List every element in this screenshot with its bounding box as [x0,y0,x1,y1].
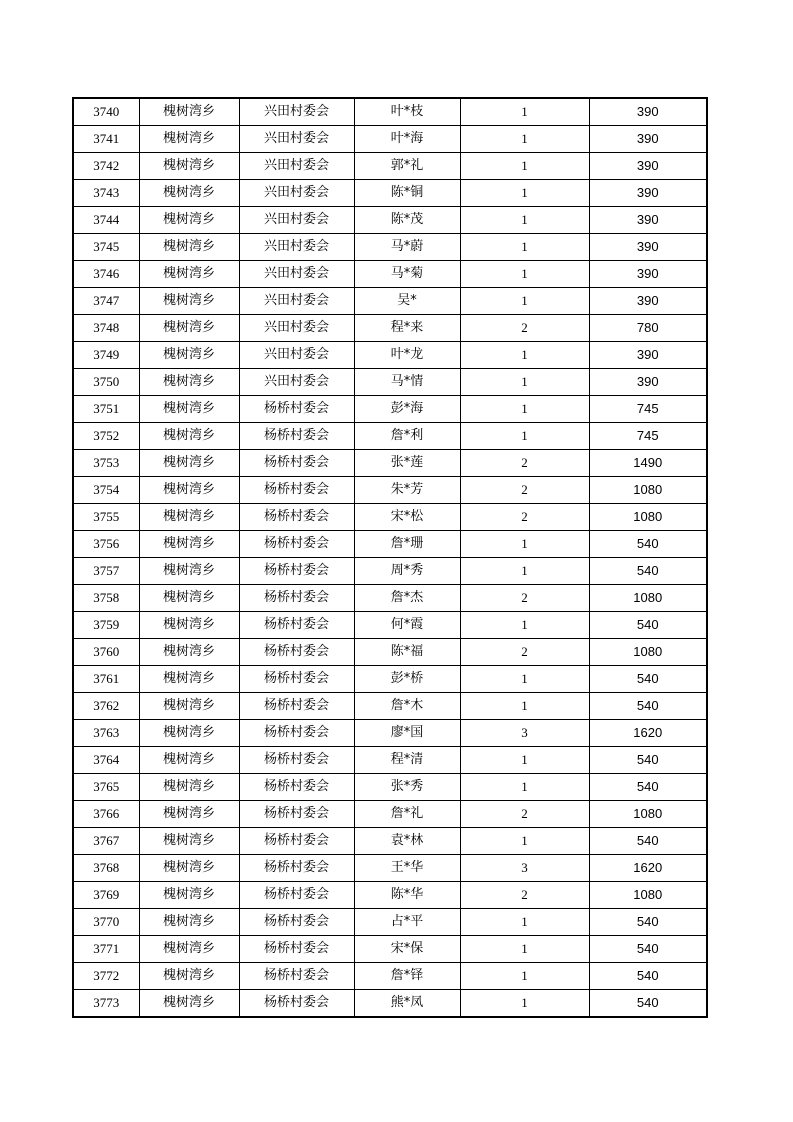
household-count-cell: 3 [460,855,589,882]
amount-cell: 1080 [589,585,707,612]
table-row [73,909,707,936]
household-count-cell: 1 [460,396,589,423]
township-cell: 槐树湾乡 [139,882,239,909]
amount-cell: 390 [589,180,707,207]
table-row [73,990,707,1018]
row-number-cell: 3755 [73,504,139,531]
amount-cell: 745 [589,396,707,423]
village-cell: 杨桥村委会 [239,531,354,558]
household-count-cell: 3 [460,720,589,747]
household-count-cell: 1 [460,369,589,396]
person-name-cell: 马*蔚 [354,234,460,261]
person-name-cell: 陈*福 [354,639,460,666]
row-number-cell: 3773 [73,990,139,1018]
person-name-cell: 程*清 [354,747,460,774]
township-cell: 槐树湾乡 [139,531,239,558]
village-cell: 杨桥村委会 [239,963,354,990]
village-cell: 杨桥村委会 [239,747,354,774]
row-number-cell: 3749 [73,342,139,369]
table-row [73,207,707,234]
person-name-cell: 张*莲 [354,450,460,477]
township-cell: 槐树湾乡 [139,315,239,342]
person-name-cell: 叶*海 [354,126,460,153]
table-row [73,558,707,585]
row-number-cell: 3745 [73,234,139,261]
village-cell: 兴田村委会 [239,98,354,126]
row-number-cell: 3744 [73,207,139,234]
beneficiary-table [72,97,708,1018]
village-cell: 兴田村委会 [239,369,354,396]
amount-cell: 540 [589,612,707,639]
person-name-cell: 陈*铜 [354,180,460,207]
person-name-cell: 廖*国 [354,720,460,747]
township-cell: 槐树湾乡 [139,261,239,288]
amount-cell: 1080 [589,639,707,666]
table-row [73,585,707,612]
village-cell: 兴田村委会 [239,288,354,315]
village-cell: 兴田村委会 [239,261,354,288]
amount-cell: 540 [589,666,707,693]
amount-cell: 1080 [589,882,707,909]
township-cell: 槐树湾乡 [139,693,239,720]
row-number-cell: 3768 [73,855,139,882]
township-cell: 槐树湾乡 [139,450,239,477]
household-count-cell: 1 [460,261,589,288]
amount-cell: 390 [589,288,707,315]
person-name-cell: 彭*海 [354,396,460,423]
person-name-cell: 詹*珊 [354,531,460,558]
village-cell: 兴田村委会 [239,207,354,234]
village-cell: 兴田村委会 [239,342,354,369]
household-count-cell: 2 [460,504,589,531]
village-cell: 杨桥村委会 [239,774,354,801]
row-number-cell: 3750 [73,369,139,396]
village-cell: 杨桥村委会 [239,477,354,504]
table-row [73,396,707,423]
person-name-cell: 詹*礼 [354,801,460,828]
table-row [73,98,707,126]
household-count-cell: 1 [460,693,589,720]
household-count-cell: 1 [460,558,589,585]
household-count-cell: 2 [460,585,589,612]
township-cell: 槐树湾乡 [139,558,239,585]
household-count-cell: 1 [460,963,589,990]
person-name-cell: 何*霞 [354,612,460,639]
township-cell: 槐树湾乡 [139,720,239,747]
row-number-cell: 3758 [73,585,139,612]
row-number-cell: 3740 [73,98,139,126]
village-cell: 杨桥村委会 [239,450,354,477]
village-cell: 杨桥村委会 [239,882,354,909]
person-name-cell: 熊*凤 [354,990,460,1018]
township-cell: 槐树湾乡 [139,477,239,504]
township-cell: 槐树湾乡 [139,612,239,639]
village-cell: 杨桥村委会 [239,612,354,639]
township-cell: 槐树湾乡 [139,585,239,612]
table-row [73,180,707,207]
table-row [73,855,707,882]
village-cell: 杨桥村委会 [239,909,354,936]
amount-cell: 390 [589,207,707,234]
person-name-cell: 张*秀 [354,774,460,801]
household-count-cell: 2 [460,450,589,477]
village-cell: 杨桥村委会 [239,585,354,612]
row-number-cell: 3772 [73,963,139,990]
household-count-cell: 2 [460,315,589,342]
household-count-cell: 1 [460,531,589,558]
person-name-cell: 宋*保 [354,936,460,963]
township-cell: 槐树湾乡 [139,801,239,828]
amount-cell: 1620 [589,720,707,747]
table-row [73,882,707,909]
amount-cell: 390 [589,126,707,153]
row-number-cell: 3757 [73,558,139,585]
row-number-cell: 3754 [73,477,139,504]
amount-cell: 540 [589,531,707,558]
amount-cell: 540 [589,963,707,990]
person-name-cell: 占*平 [354,909,460,936]
row-number-cell: 3760 [73,639,139,666]
village-cell: 杨桥村委会 [239,828,354,855]
amount-cell: 390 [589,261,707,288]
table-row [73,234,707,261]
amount-cell: 1080 [589,801,707,828]
household-count-cell: 2 [460,477,589,504]
person-name-cell: 袁*林 [354,828,460,855]
amount-cell: 1620 [589,855,707,882]
row-number-cell: 3748 [73,315,139,342]
village-cell: 杨桥村委会 [239,504,354,531]
person-name-cell: 马*菊 [354,261,460,288]
household-count-cell: 1 [460,342,589,369]
row-number-cell: 3770 [73,909,139,936]
amount-cell: 390 [589,153,707,180]
table-row [73,315,707,342]
amount-cell: 390 [589,98,707,126]
household-count-cell: 1 [460,909,589,936]
person-name-cell: 詹*木 [354,693,460,720]
township-cell: 槐树湾乡 [139,423,239,450]
person-name-cell: 马*情 [354,369,460,396]
table-row [73,639,707,666]
village-cell: 兴田村委会 [239,180,354,207]
table-row [73,720,707,747]
township-cell: 槐树湾乡 [139,504,239,531]
township-cell: 槐树湾乡 [139,369,239,396]
amount-cell: 540 [589,747,707,774]
table-row [73,423,707,450]
township-cell: 槐树湾乡 [139,855,239,882]
amount-cell: 390 [589,234,707,261]
table-row [73,666,707,693]
amount-cell: 780 [589,315,707,342]
township-cell: 槐树湾乡 [139,747,239,774]
table-row [73,963,707,990]
household-count-cell: 1 [460,126,589,153]
table-body [73,98,707,1017]
amount-cell: 1080 [589,477,707,504]
amount-cell: 540 [589,909,707,936]
row-number-cell: 3771 [73,936,139,963]
table-row [73,774,707,801]
row-number-cell: 3762 [73,693,139,720]
village-cell: 杨桥村委会 [239,423,354,450]
amount-cell: 540 [589,774,707,801]
person-name-cell: 叶*枝 [354,98,460,126]
row-number-cell: 3742 [73,153,139,180]
amount-cell: 540 [589,558,707,585]
village-cell: 杨桥村委会 [239,666,354,693]
household-count-cell: 1 [460,747,589,774]
table-row [73,369,707,396]
row-number-cell: 3759 [73,612,139,639]
row-number-cell: 3746 [73,261,139,288]
row-number-cell: 3766 [73,801,139,828]
table-row [73,693,707,720]
row-number-cell: 3751 [73,396,139,423]
household-count-cell: 1 [460,98,589,126]
household-count-cell: 1 [460,936,589,963]
household-count-cell: 1 [460,774,589,801]
township-cell: 槐树湾乡 [139,234,239,261]
row-number-cell: 3769 [73,882,139,909]
township-cell: 槐树湾乡 [139,180,239,207]
village-cell: 杨桥村委会 [239,693,354,720]
row-number-cell: 3743 [73,180,139,207]
row-number-cell: 3741 [73,126,139,153]
person-name-cell: 詹*杰 [354,585,460,612]
household-count-cell: 1 [460,207,589,234]
township-cell: 槐树湾乡 [139,288,239,315]
table-row [73,261,707,288]
person-name-cell: 王*华 [354,855,460,882]
township-cell: 槐树湾乡 [139,126,239,153]
township-cell: 槐树湾乡 [139,396,239,423]
village-cell: 杨桥村委会 [239,855,354,882]
village-cell: 杨桥村委会 [239,801,354,828]
village-cell: 杨桥村委会 [239,720,354,747]
village-cell: 杨桥村委会 [239,639,354,666]
village-cell: 兴田村委会 [239,126,354,153]
household-count-cell: 1 [460,828,589,855]
household-count-cell: 2 [460,801,589,828]
township-cell: 槐树湾乡 [139,342,239,369]
household-count-cell: 2 [460,639,589,666]
amount-cell: 540 [589,828,707,855]
amount-cell: 390 [589,342,707,369]
household-count-cell: 1 [460,288,589,315]
table-row [73,477,707,504]
table-row [73,801,707,828]
household-count-cell: 1 [460,153,589,180]
township-cell: 槐树湾乡 [139,639,239,666]
table-row [73,342,707,369]
township-cell: 槐树湾乡 [139,828,239,855]
village-cell: 杨桥村委会 [239,558,354,585]
table-row [73,747,707,774]
amount-cell: 745 [589,423,707,450]
township-cell: 槐树湾乡 [139,666,239,693]
table-row [73,504,707,531]
household-count-cell: 1 [460,990,589,1018]
row-number-cell: 3764 [73,747,139,774]
table-row [73,288,707,315]
household-count-cell: 2 [460,882,589,909]
person-name-cell: 陈*华 [354,882,460,909]
person-name-cell: 吴* [354,288,460,315]
township-cell: 槐树湾乡 [139,774,239,801]
row-number-cell: 3761 [73,666,139,693]
township-cell: 槐树湾乡 [139,990,239,1018]
row-number-cell: 3763 [73,720,139,747]
row-number-cell: 3765 [73,774,139,801]
row-number-cell: 3756 [73,531,139,558]
person-name-cell: 詹*铎 [354,963,460,990]
table-row [73,450,707,477]
amount-cell: 540 [589,990,707,1018]
village-cell: 杨桥村委会 [239,990,354,1018]
amount-cell: 1490 [589,450,707,477]
township-cell: 槐树湾乡 [139,207,239,234]
household-count-cell: 1 [460,180,589,207]
household-count-cell: 1 [460,666,589,693]
village-cell: 杨桥村委会 [239,396,354,423]
person-name-cell: 宋*松 [354,504,460,531]
row-number-cell: 3752 [73,423,139,450]
person-name-cell: 朱*芳 [354,477,460,504]
amount-cell: 540 [589,936,707,963]
village-cell: 杨桥村委会 [239,936,354,963]
person-name-cell: 彭*桥 [354,666,460,693]
village-cell: 兴田村委会 [239,315,354,342]
row-number-cell: 3747 [73,288,139,315]
household-count-cell: 1 [460,234,589,261]
village-cell: 兴田村委会 [239,153,354,180]
table-row [73,153,707,180]
table-row [73,126,707,153]
person-name-cell: 陈*茂 [354,207,460,234]
township-cell: 槐树湾乡 [139,98,239,126]
household-count-cell: 1 [460,612,589,639]
table-row [73,828,707,855]
person-name-cell: 叶*龙 [354,342,460,369]
table-row [73,531,707,558]
table-row [73,612,707,639]
row-number-cell: 3767 [73,828,139,855]
amount-cell: 390 [589,369,707,396]
township-cell: 槐树湾乡 [139,153,239,180]
township-cell: 槐树湾乡 [139,909,239,936]
person-name-cell: 周*秀 [354,558,460,585]
row-number-cell: 3753 [73,450,139,477]
village-cell: 兴田村委会 [239,234,354,261]
township-cell: 槐树湾乡 [139,963,239,990]
person-name-cell: 詹*利 [354,423,460,450]
amount-cell: 1080 [589,504,707,531]
township-cell: 槐树湾乡 [139,936,239,963]
person-name-cell: 程*来 [354,315,460,342]
household-count-cell: 1 [460,423,589,450]
table-row [73,936,707,963]
person-name-cell: 郭*礼 [354,153,460,180]
amount-cell: 540 [589,693,707,720]
